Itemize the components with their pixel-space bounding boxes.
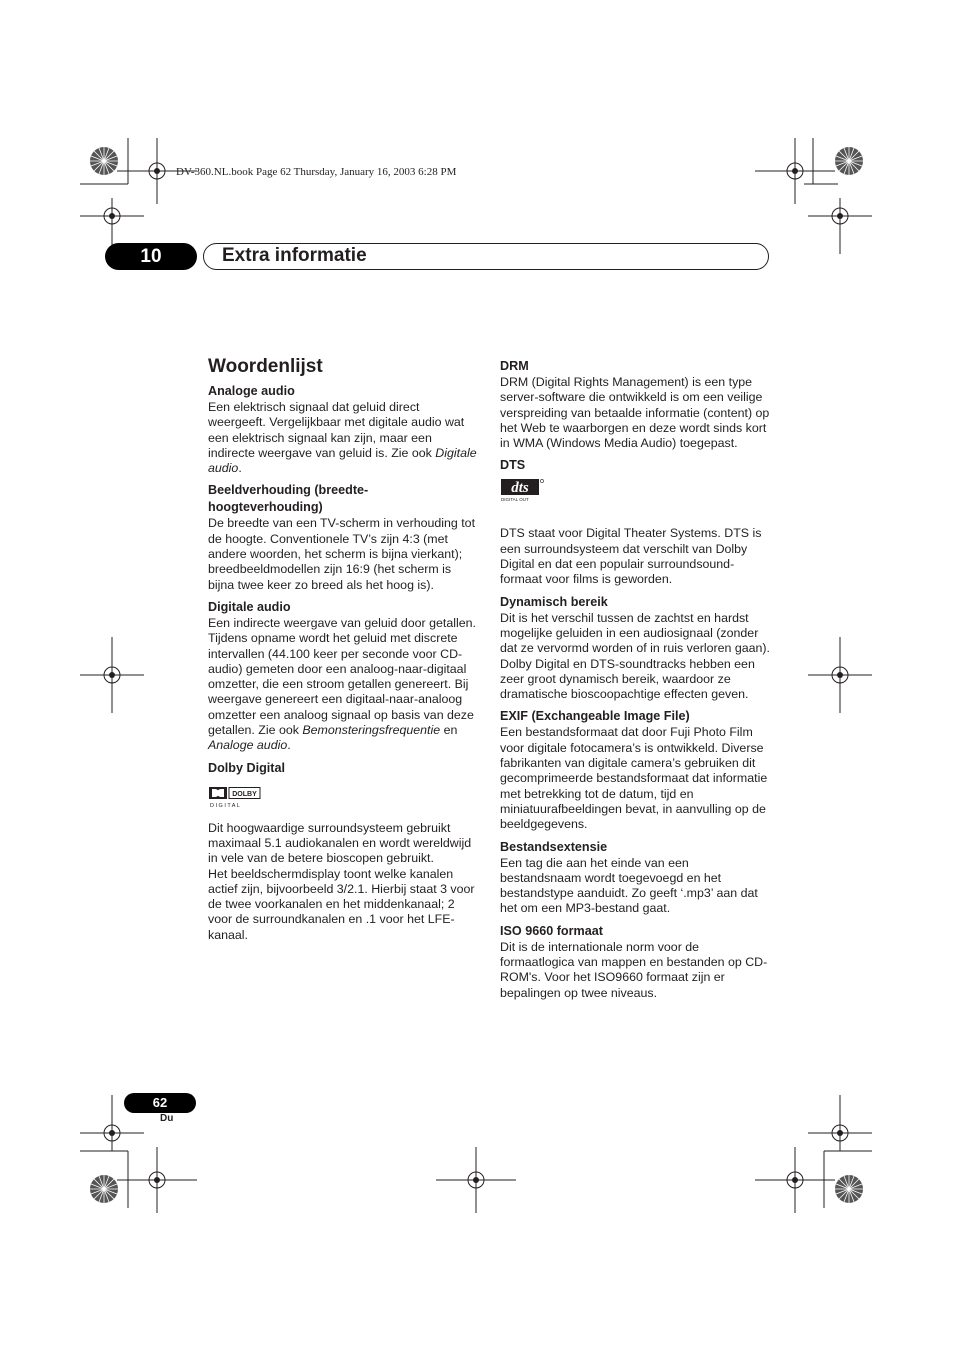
glossary-definition: Een bestandsformaat dat door Fuji Photo Film voor digitale fotocamera’s is ontwikkeld. Diverse fabrikanten van digitale camera’s gebruiken dit gecomprimeerde bestandsformaat dat informatie met betrekking tot de datum, tijd en miniatuurafbeeldingen bevat, in aanvulling op de beeldgegevens. [500,725,768,832]
chapter-title: Extra informatie [222,245,367,266]
glossary-term: Analoge audio [208,384,295,398]
glossary-definition: Dit hoogwaardige surroundsysteem gebruikt maximaal 5.1 audiokanalen en wordt wereldwijd in vele van de betere bioscopen gebruikt. [208,820,472,866]
glossary-definition: Het beeldschermdisplay toont welke kanalen actief zijn, bijvoorbeeld 3/2.1. Hierbij staat 3 voor de twee voorkanalen en het middenkanaal; 2 voor de surroundkanalen en .1 voor het LFE-kanaal. [208,866,475,942]
glossary-term: Dynamisch bereik [500,594,608,609]
dts-sub-text: DIGITAL OUT [501,497,529,503]
glossary-term: Digitale audio [208,599,291,614]
glossary-term: DRM [500,359,529,373]
glossary-definition: Een indirecte weergave van geluid door getallen. Tijdens opname wordt het geluid met discrete intervallen (44.100 keer per seconde voor CD-audio) gemeten door een analoog-naar-digitaal omzetter, die een stroom getallen genereert. Bij weergave genereert een digitaal-naar-analoog omzetter een analoog signaal op basis van deze getallen. Zie ook Bemonsteringsfrequentie en Analoge audio. [208,615,476,753]
glossary-definition: De breedte van een TV-scherm in verhouding tot de hoogte. Conventionele TV’s zijn 4:3 (met andere woorden, het scherm is bijna vierkant); breedbeeldmodellen zijn 16:9 (het scherm is bijna twee keer zo breed als het hoog is). [208,516,476,592]
section-title: Woordenlijst [208,356,323,377]
dolby-digital-logo [208,777,478,821]
glossary-definition: Een elektrisch signaal dat geluid direct weergeeft. Vergelijkbaar met digitale audio wat een elektrisch signaal kan zijn, maar een indirecte weergave van geluid is. Zie ook Digitale audio. [208,400,477,476]
glossary-definition: Een tag die aan het einde van een bestandsnaam wordt toegevoegd en het bestandstype aanduidt. Zo geeft ‘.mp3’ aan dat het om een MP3-bestand gaat. [500,855,758,916]
glossary-term: Dolby Digital [208,760,285,775]
glossary-definition: DRM (Digital Rights Management) is een type server-software die ontwikkeld is om een veilige verspreiding van betaalde informatie (content) op het Web te waarborgen en deze wordt sinds kort in WMA (Windows Media Audio) toegepast. [500,375,770,451]
book-info-line: DV-360.NL.book Page 62 Thursday, January 16, 2003 6:28 PM [176,166,457,178]
glossary-term: ISO 9660 formaat [500,923,603,938]
glossary-definition: Dit is het verschil tussen de zachtst en hardst mogelijke geluiden in een audiosignaal (zonder dat ze vervormd worden of in ruis verloren gaan). Dolby Digital en DTS-soundtracks hebben een zeer groot dynamisch bereik, waardoor ze dramatische bioscoopachtige effecten geven. [500,610,770,702]
dolby-box-text: DOLBY [232,790,257,798]
glossary-term: Beeldverhouding (breedte-hoogteverhouding) [208,483,369,515]
page-language: Du [160,1113,174,1124]
left-column [208,355,478,949]
glossary-definition: Dit is de internationale norm voor de formaatlogica van mappen en bestanden op CD-ROM's. Voor het ISO9660 formaat zijn er bepalingen op twee niveaus. [500,939,768,1000]
page-number: 62 [124,1093,196,1113]
dts-logo-text: dts [511,480,529,497]
glossary-term: EXIF (Exchangeable Image File) [500,709,690,724]
dolby-sub-text: D I G I T A L [210,802,240,809]
glossary-term: Bestandsextensie [500,839,608,854]
right-column [500,358,770,1007]
glossary-definition: DTS staat voor Digital Theater Systems. DTS is een surroundsysteem dat verschilt van Dolby Digital en dat een populair surroundsound-formaat voor films is geworden. [500,526,762,587]
chapter-number-badge: 10 [105,243,197,270]
glossary-term: DTS [500,458,526,473]
dts-logo [500,474,770,526]
dts-digital-out-icon [501,479,545,503]
dolby-double-d-icon [209,787,265,809]
